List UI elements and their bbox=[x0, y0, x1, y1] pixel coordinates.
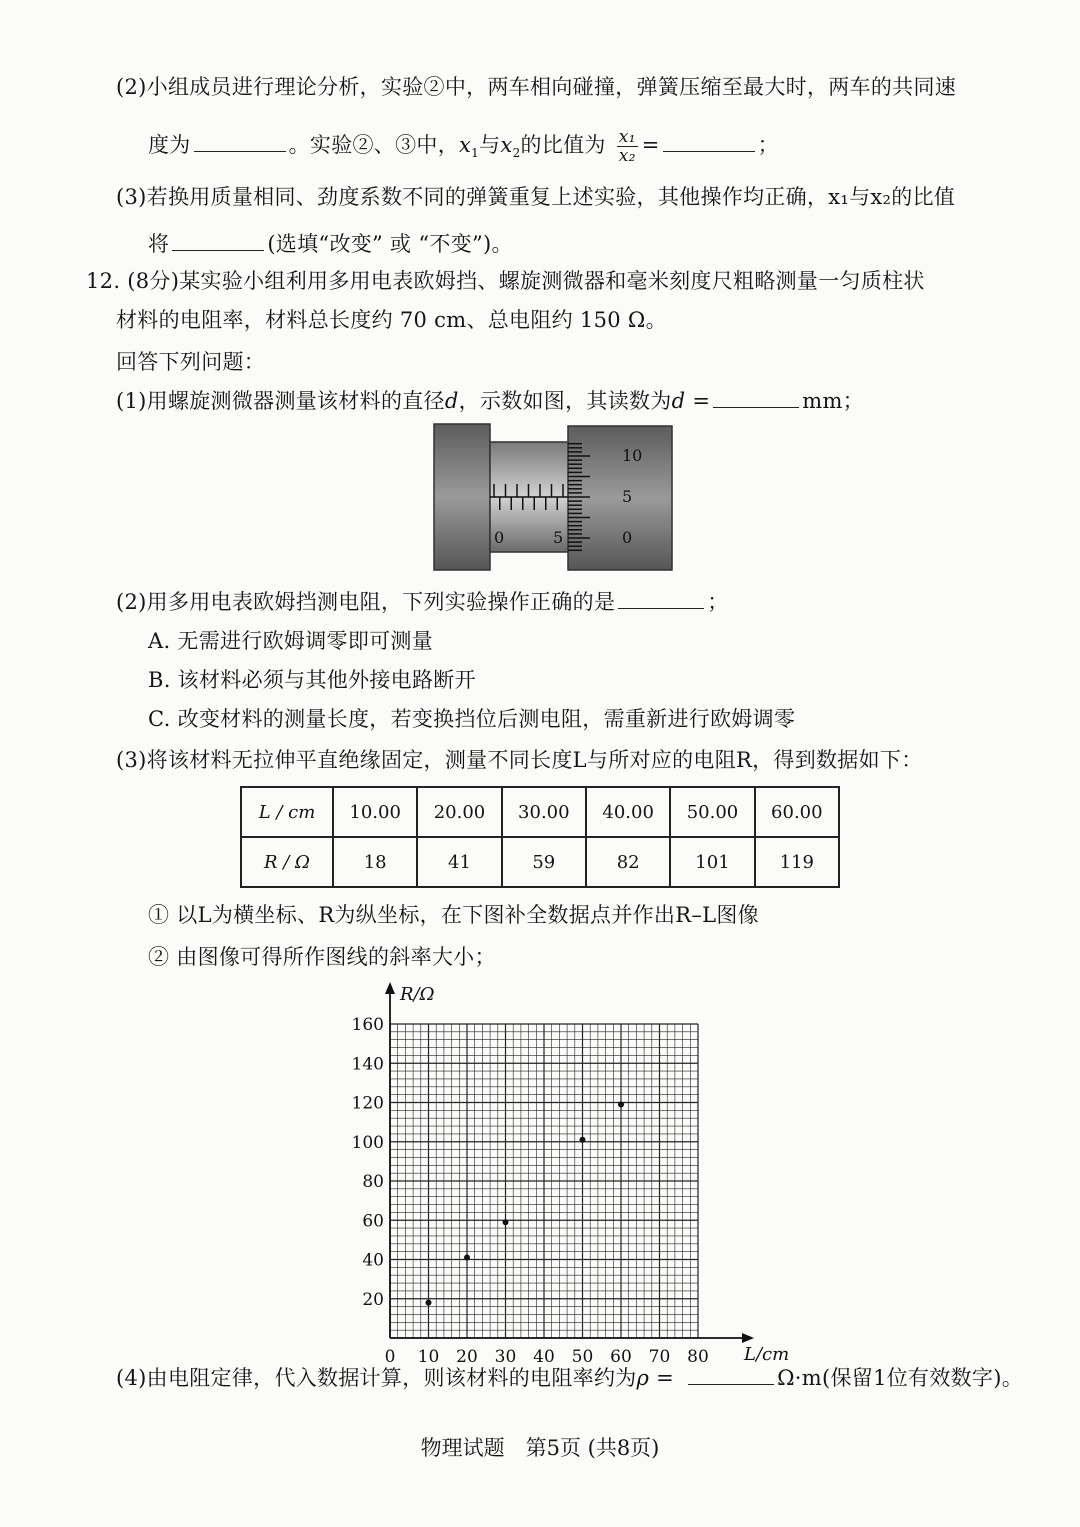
x-tick-label: 10 bbox=[417, 1347, 440, 1367]
data-point bbox=[503, 1219, 509, 1225]
p4-text-b: Ω·m(保留1位有效数字)。 bbox=[777, 1366, 1024, 1390]
data-point bbox=[618, 1101, 624, 1107]
thimble-label-0: 0 bbox=[622, 528, 633, 547]
y-axis-arrow bbox=[385, 982, 395, 994]
micrometer-thimble bbox=[568, 426, 672, 570]
q12-part4 bbox=[116, 1362, 1023, 1393]
table-cell: 50.00 bbox=[670, 787, 754, 837]
var-x1: x bbox=[459, 133, 472, 157]
p2-end: ； bbox=[707, 590, 729, 614]
answer-blank-resistivity[interactable] bbox=[688, 1362, 774, 1385]
q3-line1: (3)若换用质量相同、劲度系数不同的弹簧重复上述实验，其他操作均正确，x₁与x₂的比值 bbox=[116, 185, 956, 209]
q2-text-c: 的比值为 bbox=[520, 133, 606, 157]
data-point bbox=[426, 1300, 432, 1306]
answer-blank-ratio[interactable] bbox=[663, 129, 755, 152]
q2-line1: (2)小组成员进行理论分析，实验②中，两车相向碰撞，弹簧压缩至最大时，两车的共同速 bbox=[116, 75, 957, 99]
y-tick-label: 80 bbox=[362, 1172, 384, 1192]
x-axis-label: L/cm bbox=[744, 1344, 790, 1365]
p2-text: (2)用多用电表欧姆挡测电阻，下列实验操作正确的是 bbox=[116, 590, 616, 614]
var-d-2: d bbox=[671, 389, 686, 413]
r-l-graph[interactable] bbox=[330, 980, 790, 1367]
data-table bbox=[240, 786, 840, 888]
y-tick-label: 60 bbox=[362, 1211, 384, 1232]
table-header-length: L / cm bbox=[241, 787, 333, 837]
answer-blank-option[interactable] bbox=[618, 586, 704, 609]
table-cell: 101 bbox=[670, 837, 754, 887]
q3-line2 bbox=[148, 228, 513, 259]
x-axis-arrow bbox=[742, 1333, 754, 1343]
micrometer-figure bbox=[432, 422, 676, 574]
data-point bbox=[464, 1255, 470, 1261]
p1-unit: mm； bbox=[802, 389, 864, 413]
p1-text-a: (1)用螺旋测微器测量该材料的直径 bbox=[116, 389, 445, 413]
y-tick-label: 120 bbox=[351, 1093, 384, 1114]
q2-line2 bbox=[148, 128, 779, 168]
table-cell: 41 bbox=[417, 837, 501, 887]
page-footer: 物理试题 第5页 (共8页) bbox=[420, 1436, 660, 1460]
option-b: B. 该材料必须与其他外接电路断开 bbox=[148, 668, 476, 692]
var-x1-sub: 1 bbox=[471, 146, 480, 161]
table-row-length bbox=[241, 787, 839, 837]
sub-question-2: ② 由图像可得所作图线的斜率大小； bbox=[148, 945, 496, 969]
equals-sign: = bbox=[641, 133, 660, 157]
p4-text-a: (4)由电阻定律，代入数据计算，则该材料的电阻率约为 bbox=[116, 1366, 637, 1390]
x-tick-label: 60 bbox=[610, 1347, 632, 1367]
thimble-label-10: 10 bbox=[622, 446, 643, 465]
sleeve-label-0: 0 bbox=[494, 528, 505, 547]
ratio-fraction bbox=[617, 128, 638, 165]
option-a: A. 无需进行欧姆调零即可测量 bbox=[148, 629, 434, 653]
q12-part1 bbox=[116, 385, 864, 416]
semicolon: ； bbox=[757, 133, 779, 157]
data-point bbox=[580, 1137, 586, 1143]
x-tick-label: 30 bbox=[494, 1347, 517, 1367]
table-cell: 18 bbox=[333, 837, 417, 887]
q12-heading-2: 材料的电阻率，材料总长度约 70 cm、总电阻约 150 Ω。 bbox=[116, 308, 667, 332]
x-tick-label: 50 bbox=[571, 1347, 594, 1367]
p1-text-c: = bbox=[685, 389, 711, 413]
table-cell: 60.00 bbox=[755, 787, 839, 837]
q12-part2 bbox=[116, 586, 729, 617]
table-row-resistance bbox=[241, 837, 839, 887]
answer-blank-diameter[interactable] bbox=[713, 385, 799, 408]
y-axis-label: R/Ω bbox=[400, 984, 435, 1005]
table-cell: 10.00 bbox=[333, 787, 417, 837]
sub-question-1: ① 以L为横坐标、R为纵坐标，在下图补全数据点并作出R–L图像 bbox=[148, 903, 759, 927]
var-x2-sub: 2 bbox=[512, 146, 521, 161]
table-cell: 119 bbox=[755, 837, 839, 887]
thimble-label-5: 5 bbox=[622, 487, 633, 506]
y-tick-label: 160 bbox=[351, 1015, 384, 1035]
x-tick-label: 40 bbox=[533, 1347, 555, 1367]
table-cell: 20.00 bbox=[417, 787, 501, 837]
x-tick-label: 80 bbox=[687, 1347, 709, 1367]
table-cell: 30.00 bbox=[502, 787, 586, 837]
table-cell: 82 bbox=[586, 837, 670, 887]
sleeve-label-5: 5 bbox=[553, 528, 564, 547]
var-x2: x bbox=[500, 133, 513, 157]
table-header-resistance: R / Ω bbox=[241, 837, 333, 887]
fraction-denominator: x₂ bbox=[618, 146, 636, 166]
fraction-numerator: x₁ bbox=[618, 127, 636, 147]
p1-text-b: ，示数如图，其读数为 bbox=[458, 389, 672, 413]
q2-text-yu: 与 bbox=[479, 133, 501, 157]
y-tick-label: 40 bbox=[362, 1250, 384, 1271]
x-tick-label: 20 bbox=[456, 1347, 478, 1367]
q12-part3: (3)将该材料无拉伸平直绝缘固定，测量不同长度L与所对应的电阻R，得到数据如下： bbox=[116, 748, 923, 772]
q3-text-b: (选填“改变” 或 “不变”)。 bbox=[267, 232, 513, 256]
option-c: C. 改变材料的测量长度，若变换挡位后测电阻，需重新进行欧姆调零 bbox=[148, 707, 796, 731]
table-cell: 59 bbox=[502, 837, 586, 887]
q2-text-b: 。实验②、③中， bbox=[288, 133, 460, 157]
x-tick-label: 0 bbox=[384, 1347, 396, 1367]
micrometer-frame bbox=[434, 424, 490, 570]
q12-heading: 12. (8分)某实验小组利用多用电表欧姆挡、螺旋测微器和毫米刻度尺粗略测量一匀质柱状 bbox=[86, 269, 925, 293]
var-d: d bbox=[444, 389, 459, 413]
y-tick-label: 140 bbox=[351, 1054, 384, 1075]
answer-blank-velocity[interactable] bbox=[194, 129, 286, 152]
x-tick-label: 70 bbox=[648, 1347, 671, 1367]
answer-blank-change[interactable] bbox=[172, 228, 264, 251]
y-tick-label: 100 bbox=[351, 1132, 384, 1153]
y-tick-label: 20 bbox=[362, 1289, 384, 1310]
q2-text-a: 度为 bbox=[148, 133, 191, 157]
table-cell: 40.00 bbox=[586, 787, 670, 837]
answer-prompt: 回答下列问题： bbox=[116, 350, 266, 374]
var-rho: ρ = bbox=[636, 1366, 675, 1390]
q3-text-a: 将 bbox=[148, 232, 170, 256]
